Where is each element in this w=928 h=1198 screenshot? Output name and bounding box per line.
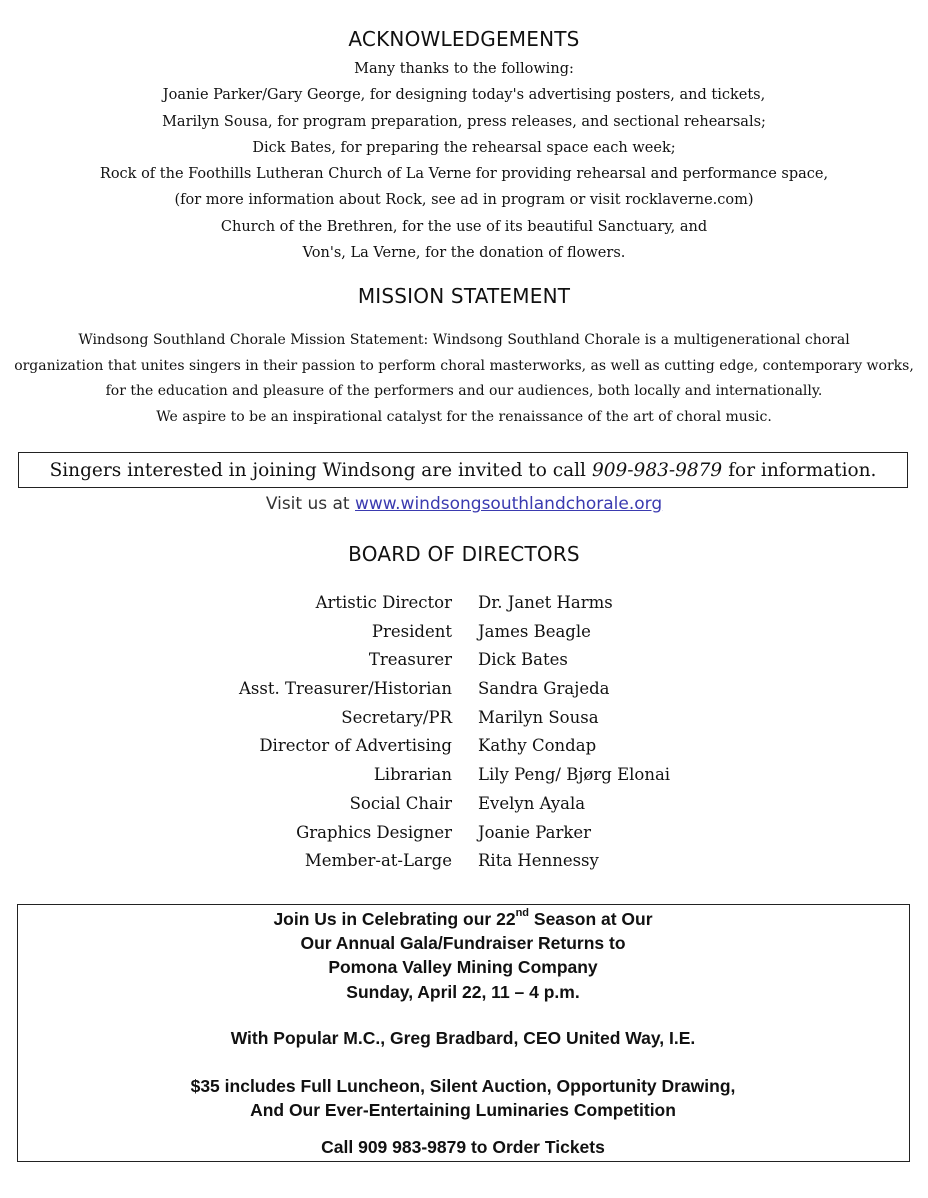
mission-statement bbox=[0, 328, 928, 430]
gala-returns-line: Our Annual Gala/Fundraiser Returns to bbox=[300, 933, 626, 953]
gala-mc-line: With Popular M.C., Greg Bradbard, CEO United Way, I.E. bbox=[230, 1028, 696, 1048]
board-person: Dr. Janet Harms bbox=[478, 593, 613, 612]
board-list bbox=[0, 589, 928, 876]
acknowledgement-line: Marilyn Sousa, for program preparation, press releases, and sectional rehearsals; bbox=[162, 113, 766, 130]
board-row bbox=[0, 847, 928, 876]
join-invitation-box bbox=[18, 452, 908, 488]
gala-season-prefix: Join Us in Celebrating our 22 bbox=[273, 909, 516, 929]
board-role: Secretary/PR bbox=[341, 707, 452, 727]
join-suffix: for information. bbox=[728, 459, 877, 481]
gala-date-line: Sunday, April 22, 11 – 4 p.m. bbox=[346, 982, 580, 1002]
join-phone: 909-983-9879 bbox=[591, 459, 723, 481]
website-link[interactable]: www.windsongsouthlandchorale.org bbox=[355, 494, 663, 514]
mission-line: for the education and pleasure of the performers and our audiences, both locally and internationally. bbox=[105, 383, 823, 399]
board-row bbox=[0, 704, 928, 733]
mission-line: organization that unites singers in their passion to perform choral masterworks, as well as cutting edge, contemporary works, bbox=[14, 357, 914, 374]
gala-season-suffix: Season at Our bbox=[529, 909, 653, 929]
gala-competition-line: And Our Ever-Entertaining Luminaries Competition bbox=[250, 1100, 676, 1120]
acknowledgement-line: Von's, La Verne, for the donation of flowers. bbox=[302, 245, 626, 262]
mission-line: Windsong Southland Chorale Mission Statement: Windsong Southland Chorale is a multigenerational choral bbox=[78, 332, 850, 348]
gala-season-line bbox=[18, 909, 908, 930]
board-person: Dick Bates bbox=[478, 650, 568, 670]
acknowledgements-intro: Many thanks to the following: bbox=[354, 61, 574, 77]
board-role: Librarian bbox=[373, 765, 452, 785]
board-person: Lily Peng/ Bjørg Elonai bbox=[478, 765, 671, 785]
visit-line bbox=[0, 494, 928, 514]
acknowledgements-list bbox=[0, 56, 928, 266]
board-row bbox=[0, 761, 928, 790]
acknowledgements-heading: ACKNOWLEDGEMENTS bbox=[348, 27, 580, 51]
board-person: Marilyn Sousa bbox=[478, 707, 599, 727]
board-person: Kathy Condap bbox=[478, 736, 597, 756]
board-row bbox=[0, 819, 928, 848]
board-role: President bbox=[371, 621, 452, 641]
acknowledgement-line: Joanie Parker/Gary George, for designing today's advertising posters, and tickets, bbox=[162, 87, 766, 104]
board-person: Evelyn Ayala bbox=[478, 793, 586, 813]
acknowledgement-line: (for more information about Rock, see ad in program or visit rocklaverne.com) bbox=[174, 192, 754, 209]
acknowledgement-line: Church of the Brethren, for the use of its beautiful Sanctuary, and bbox=[220, 218, 708, 235]
mission-line: We aspire to be an inspirational catalyst for the renaissance of the art of choral music. bbox=[156, 408, 772, 425]
board-row bbox=[0, 646, 928, 675]
board-person: Rita Hennessy bbox=[478, 851, 599, 871]
board-row bbox=[0, 790, 928, 819]
board-role: Member-at-Large bbox=[304, 851, 452, 871]
mission-heading: MISSION STATEMENT bbox=[357, 284, 571, 308]
gala-season-ordinal: nd bbox=[515, 907, 530, 919]
board-role: Treasurer bbox=[368, 650, 452, 670]
board-person: Sandra Grajeda bbox=[478, 679, 610, 699]
board-role: Graphics Designer bbox=[296, 822, 452, 842]
gala-announcement-box bbox=[17, 904, 910, 1162]
gala-price-line: $35 includes Full Luncheon, Silent Auction, Opportunity Drawing, bbox=[190, 1076, 736, 1096]
gala-venue-line: Pomona Valley Mining Company bbox=[328, 957, 598, 977]
board-row bbox=[0, 618, 928, 647]
acknowledgement-line: Rock of the Foothills Lutheran Church of La Verne for providing rehearsal and performance space, bbox=[99, 166, 829, 183]
gala-call-line: Call 909 983-9879 to Order Tickets bbox=[321, 1137, 605, 1157]
join-text: Singers interested in joining Windsong are invited to call bbox=[49, 459, 586, 481]
board-heading: BOARD OF DIRECTORS bbox=[348, 542, 580, 566]
board-role: Artistic Director bbox=[315, 593, 452, 612]
board-person: Joanie Parker bbox=[478, 822, 592, 842]
board-role: Director of Advertising bbox=[259, 736, 452, 756]
board-person: James Beagle bbox=[478, 621, 591, 641]
board-row bbox=[0, 589, 928, 618]
board-row bbox=[0, 675, 928, 704]
board-role: Social Chair bbox=[349, 793, 452, 813]
board-row bbox=[0, 732, 928, 761]
visit-prefix: Visit us at bbox=[265, 494, 350, 514]
acknowledgement-line: Dick Bates, for preparing the rehearsal space each week; bbox=[252, 139, 676, 156]
board-role: Asst. Treasurer/Historian bbox=[239, 679, 452, 699]
